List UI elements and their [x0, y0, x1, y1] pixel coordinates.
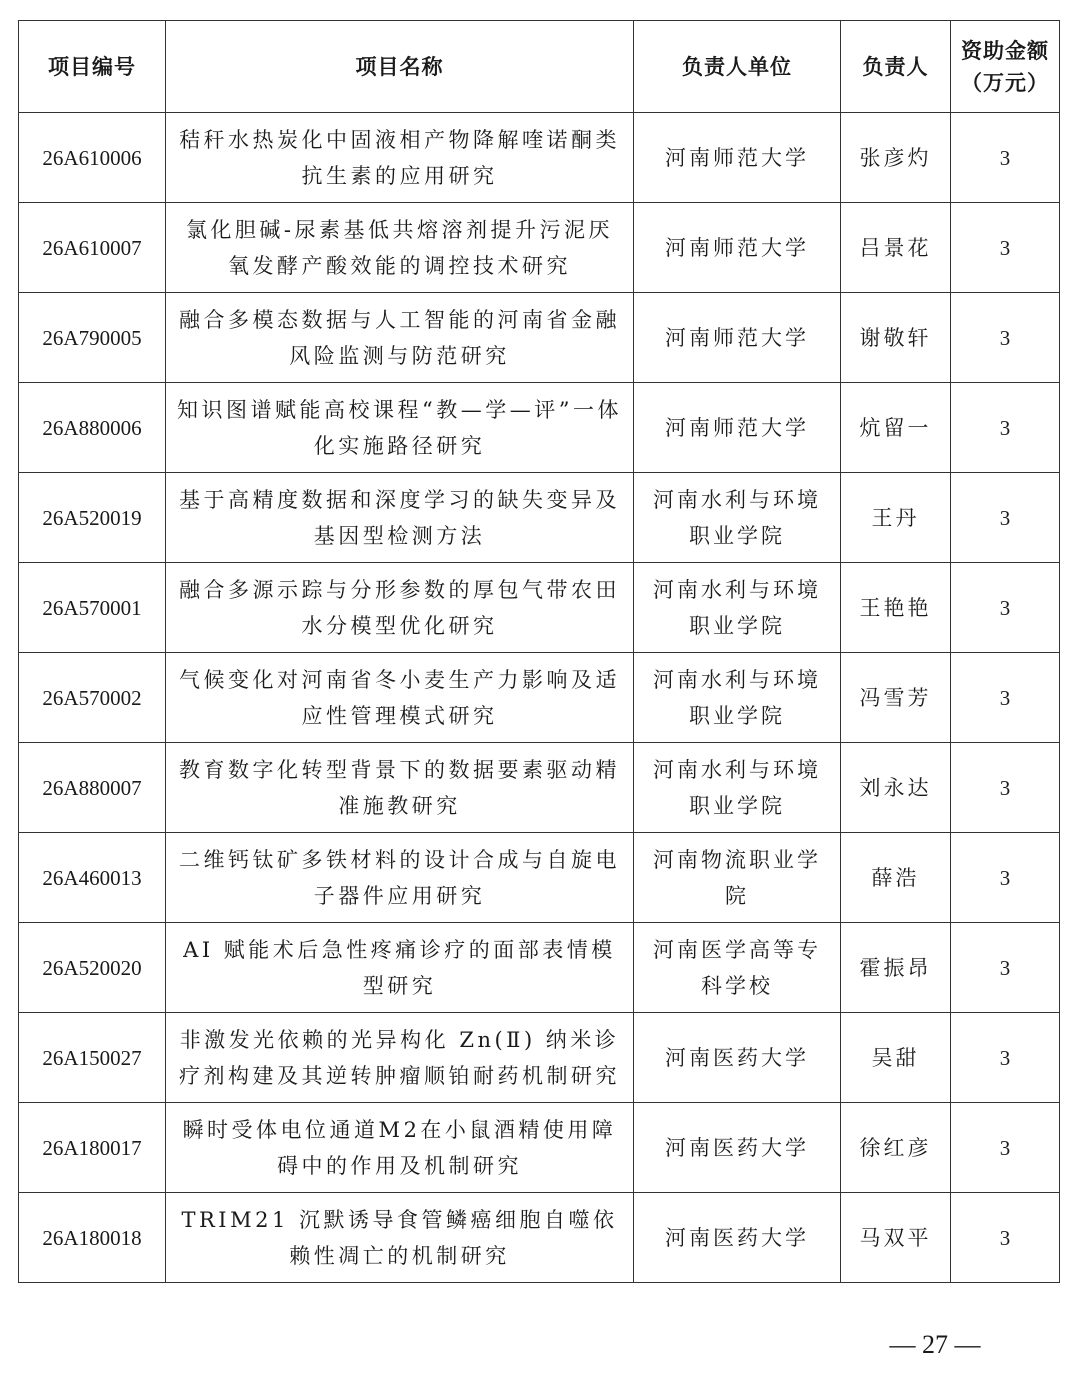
cell-amount: 3 [951, 113, 1060, 203]
cell-person: 马双平 [841, 1193, 951, 1283]
cell-project-code: 26A520020 [19, 923, 166, 1013]
table-row [19, 563, 1060, 653]
cell-person: 王丹 [841, 473, 951, 563]
cell-unit: 河南水利与环境职业学院 [634, 563, 841, 653]
cell-project-name: 基于高精度数据和深度学习的缺失变异及基因型检测方法 [166, 473, 634, 563]
cell-project-name: 教育数字化转型背景下的数据要素驱动精准施教研究 [166, 743, 634, 833]
cell-project-code: 26A150027 [19, 1013, 166, 1103]
page-number: — 27 — [889, 1330, 981, 1359]
cell-amount: 3 [951, 743, 1060, 833]
cell-unit: 河南师范大学 [634, 203, 841, 293]
cell-unit: 河南医药大学 [634, 1013, 841, 1103]
table-row [19, 383, 1060, 473]
cell-amount: 3 [951, 473, 1060, 563]
cell-project-name: 秸秆水热炭化中固液相产物降解喹诺酮类抗生素的应用研究 [166, 113, 634, 203]
table-row [19, 473, 1060, 563]
cell-person: 徐红彦 [841, 1103, 951, 1193]
cell-unit: 河南水利与环境职业学院 [634, 653, 841, 743]
cell-unit: 河南医药大学 [634, 1193, 841, 1283]
cell-project-name: 瞬时受体电位通道M2在小鼠酒精使用障碍中的作用及机制研究 [166, 1103, 634, 1193]
table-body [19, 113, 1060, 1283]
header-amount: 资助金额（万元） [951, 21, 1060, 113]
cell-project-code: 26A880006 [19, 383, 166, 473]
cell-unit: 河南物流职业学院 [634, 833, 841, 923]
cell-unit: 河南水利与环境职业学院 [634, 473, 841, 563]
cell-amount: 3 [951, 1103, 1060, 1193]
table-row [19, 653, 1060, 743]
cell-project-name: AI 赋能术后急性疼痛诊疗的面部表情模型研究 [166, 923, 634, 1013]
header-person: 负责人 [841, 21, 951, 113]
table-row [19, 113, 1060, 203]
cell-project-name: 二维钙钛矿多铁材料的设计合成与自旋电子器件应用研究 [166, 833, 634, 923]
cell-project-code: 26A180018 [19, 1193, 166, 1283]
cell-project-name: 知识图谱赋能高校课程“教—学—评”一体化实施路径研究 [166, 383, 634, 473]
cell-person: 霍振昂 [841, 923, 951, 1013]
cell-project-code: 26A790005 [19, 293, 166, 383]
cell-amount: 3 [951, 1193, 1060, 1283]
header-code: 项目编号 [19, 21, 166, 113]
table-row [19, 923, 1060, 1013]
cell-project-code: 26A460013 [19, 833, 166, 923]
cell-person: 张彦灼 [841, 113, 951, 203]
cell-person: 冯雪芳 [841, 653, 951, 743]
cell-person: 吴甜 [841, 1013, 951, 1103]
table-row [19, 1193, 1060, 1283]
cell-project-code: 26A880007 [19, 743, 166, 833]
cell-person: 王艳艳 [841, 563, 951, 653]
cell-amount: 3 [951, 833, 1060, 923]
cell-project-name: 气候变化对河南省冬小麦生产力影响及适应性管理模式研究 [166, 653, 634, 743]
cell-unit: 河南师范大学 [634, 383, 841, 473]
cell-project-code: 26A520019 [19, 473, 166, 563]
header-unit: 负责人单位 [634, 21, 841, 113]
cell-amount: 3 [951, 653, 1060, 743]
table-row [19, 293, 1060, 383]
cell-amount: 3 [951, 563, 1060, 653]
cell-amount: 3 [951, 923, 1060, 1013]
cell-amount: 3 [951, 383, 1060, 473]
cell-person: 谢敬轩 [841, 293, 951, 383]
cell-amount: 3 [951, 293, 1060, 383]
cell-unit: 河南水利与环境职业学院 [634, 743, 841, 833]
cell-person: 刘永达 [841, 743, 951, 833]
cell-unit: 河南师范大学 [634, 293, 841, 383]
cell-project-code: 26A180017 [19, 1103, 166, 1193]
cell-unit: 河南师范大学 [634, 113, 841, 203]
cell-project-name: 融合多源示踪与分形参数的厚包气带农田水分模型优化研究 [166, 563, 634, 653]
cell-person: 炕留一 [841, 383, 951, 473]
cell-unit: 河南医学高等专科学校 [634, 923, 841, 1013]
table-row [19, 1103, 1060, 1193]
cell-project-name: 融合多模态数据与人工智能的河南省金融风险监测与防范研究 [166, 293, 634, 383]
table-header-row [19, 21, 1060, 113]
cell-amount: 3 [951, 1013, 1060, 1103]
cell-project-code: 26A610006 [19, 113, 166, 203]
cell-person: 薛浩 [841, 833, 951, 923]
cell-project-code: 26A570002 [19, 653, 166, 743]
cell-project-name: 氯化胆碱-尿素基低共熔溶剂提升污泥厌氧发酵产酸效能的调控技术研究 [166, 203, 634, 293]
table-row [19, 203, 1060, 293]
cell-project-code: 26A610007 [19, 203, 166, 293]
cell-project-name: TRIM21 沉默诱导食管鳞癌细胞自噬依赖性凋亡的机制研究 [166, 1193, 634, 1283]
cell-unit: 河南医药大学 [634, 1103, 841, 1193]
table-row [19, 833, 1060, 923]
cell-project-code: 26A570001 [19, 563, 166, 653]
cell-person: 吕景花 [841, 203, 951, 293]
table-row [19, 1013, 1060, 1103]
table-row [19, 743, 1060, 833]
cell-project-name: 非激发光依赖的光异构化 Zn(Ⅱ) 纳米诊疗剂构建及其逆转肿瘤顺铂耐药机制研究 [166, 1013, 634, 1103]
cell-amount: 3 [951, 203, 1060, 293]
header-name: 项目名称 [166, 21, 634, 113]
project-table [18, 20, 1060, 1283]
